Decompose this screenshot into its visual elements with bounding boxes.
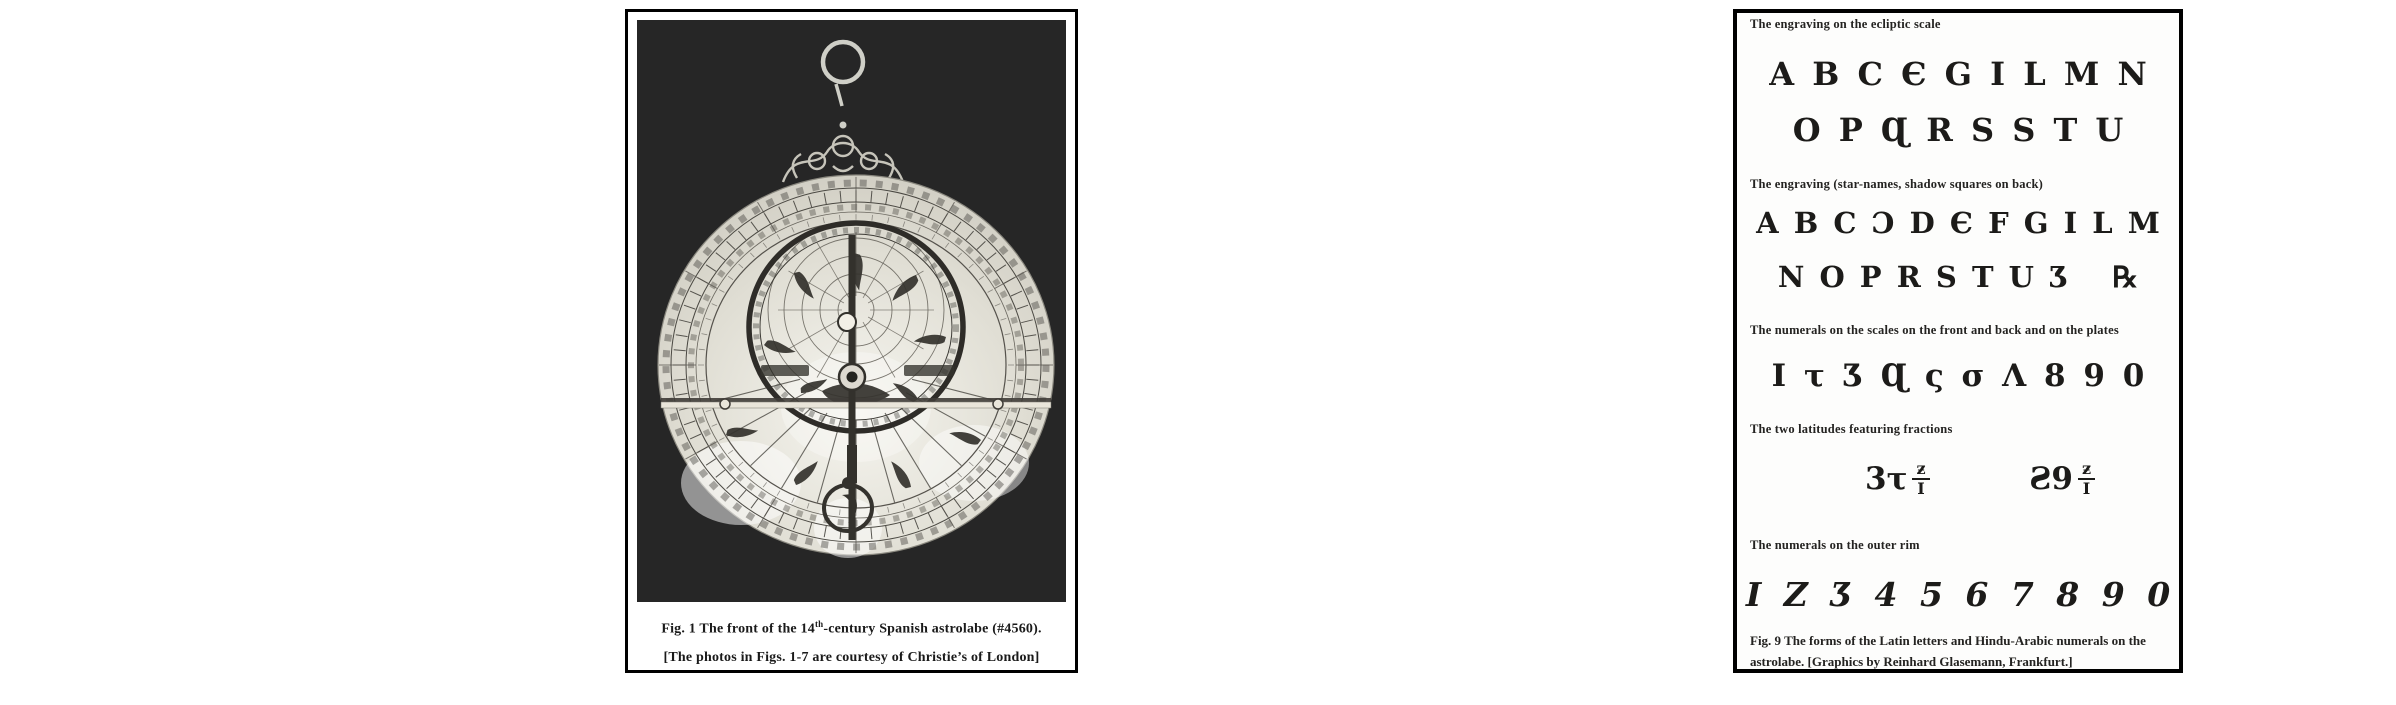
section-heading-star-names: The engraving (star-names, shadow squares on back) bbox=[1750, 177, 2044, 191]
fraction bbox=[2078, 461, 2095, 497]
fraction bbox=[1912, 461, 1929, 497]
latitude-fractions-row bbox=[1737, 455, 2179, 517]
figure-9-frame bbox=[1733, 9, 2183, 673]
figure-1-credit-line: [The photos in Figs. 1-7 are courtesy of Christie’s of London] bbox=[663, 650, 1040, 665]
section-heading-ecliptic: The engraving on the ecliptic scale bbox=[1750, 17, 1941, 31]
letterform-row: A B C Ɔ D Є F G I L M bbox=[1756, 206, 2160, 240]
numeral-row: I τ Ʒ Ɋ ς σ Λ 8 9 0 bbox=[1771, 358, 2145, 394]
star-name-plaque bbox=[904, 365, 954, 376]
astrolabe-disc bbox=[658, 175, 1054, 558]
figure-1-frame bbox=[625, 9, 1078, 673]
section-heading-outer-rim: The numerals on the outer rim bbox=[1750, 538, 1920, 552]
star-name-plaque bbox=[761, 365, 809, 376]
caption-text: -century Spanish astrolabe (#4560). bbox=[823, 621, 1042, 637]
figure-1-caption bbox=[628, 619, 1075, 638]
astrolabe-photo bbox=[637, 20, 1066, 602]
section-heading-scale-numerals: The numerals on the scales on the front and back and on the plates bbox=[1750, 323, 2119, 337]
astrolabe-illustration bbox=[637, 20, 1066, 602]
fraction-numerator: ƶ bbox=[2078, 461, 2095, 480]
fraction-denominator: I bbox=[1917, 479, 1925, 498]
figure-9-caption: Fig. 9 The forms of the Latin letters and Hindu-Arabic numerals on the astrolabe. [Graphics by Reinhard Glasemann, Frankfurt.] bbox=[1750, 633, 2146, 669]
section-heading-latitudes: The two latitudes featuring fractions bbox=[1750, 422, 1953, 436]
caption-text: Fig. 1 The front of the 14 bbox=[661, 621, 815, 637]
letterform-row: O P Ɋ R S S T U bbox=[1792, 111, 2124, 149]
latitude-value bbox=[2029, 461, 2095, 497]
latitude-value bbox=[1865, 461, 1930, 497]
ordinal-superscript: th bbox=[814, 619, 824, 629]
fraction-denominator: I bbox=[2082, 479, 2091, 498]
fraction-numerator: ƶ bbox=[1912, 461, 1929, 480]
letterform-row: N O P R S T U Ʒ ℞ bbox=[1777, 260, 2139, 294]
horizontal-bar bbox=[661, 398, 1051, 409]
numeral-row: I Z Ʒ 4 5 6 7 8 9 0 bbox=[1745, 575, 2171, 614]
latitude-digits: Ƨ9 bbox=[2029, 460, 2073, 497]
letterform-row: A B C Є G I L M N bbox=[1769, 55, 2147, 93]
latitude-digits: 3τ bbox=[1865, 460, 1908, 497]
